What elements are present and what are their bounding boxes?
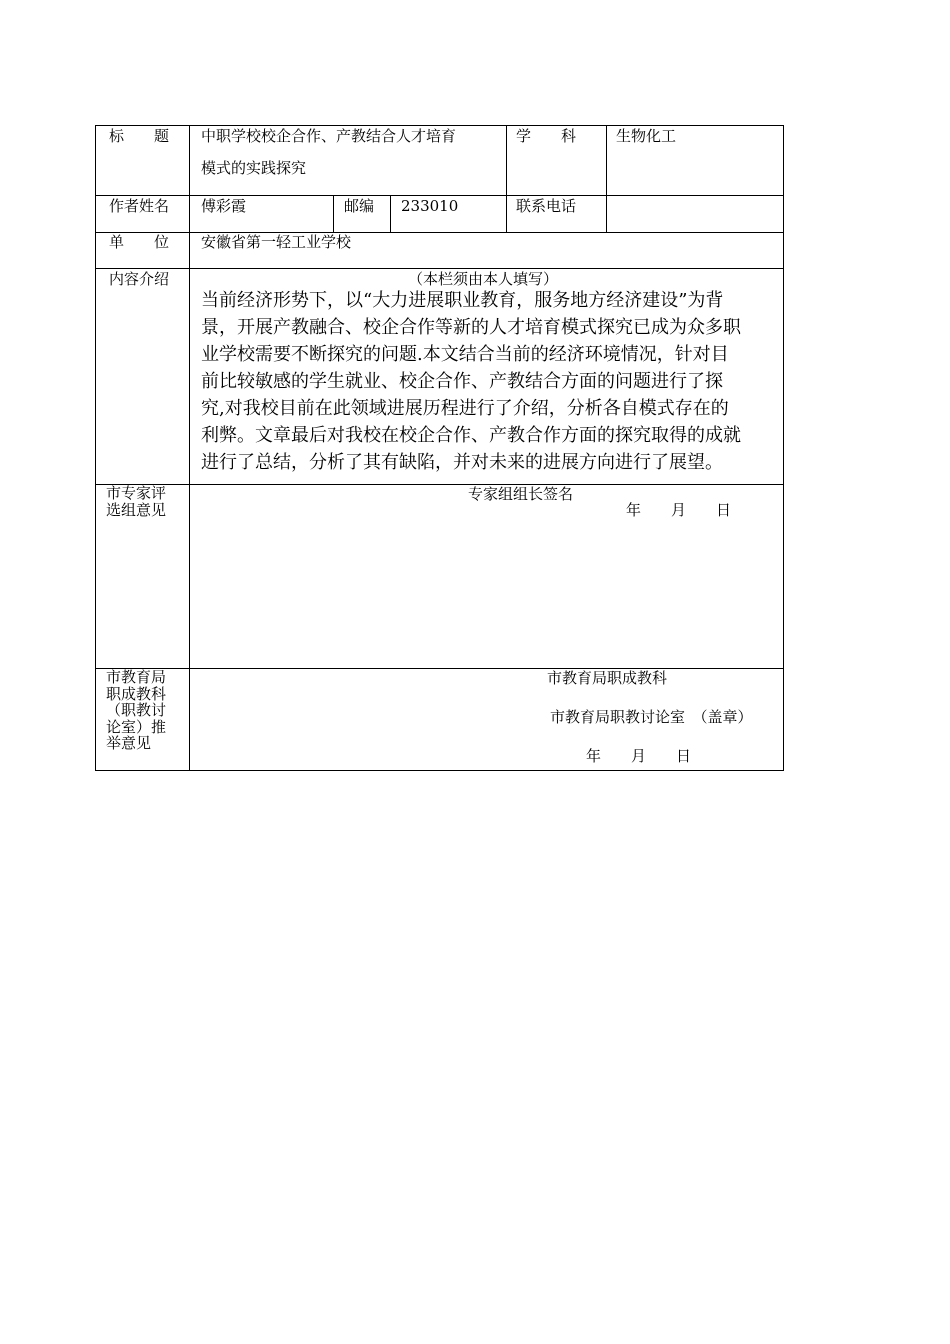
table-border-right [783,125,784,771]
abstract-line: 前比较敏感的学生就业、校企合作、产教结合方面的问题进行了探 [201,371,723,392]
bureau-opinion-label-line: 职成教科 [106,684,167,703]
expert-signature-label: 专家组组长签名 [468,485,574,503]
content-intro-label: 内容介绍 [109,270,170,288]
expert-date: 年 月 日 [626,501,732,519]
expert-opinion-label-line: 选组意见 [106,500,167,519]
bureau-opinion-label-line: 论室）推 [106,717,167,736]
bureau-seal-line: 市教育局职教讨论室 （盖章） [550,708,753,726]
bureau-opinion-label-line: （职教讨 [106,701,167,719]
author-name-value: 傅彩霞 [201,197,247,215]
column-divider [390,195,391,232]
title-value-line-2: 模式的实践探究 [201,159,307,177]
column-divider [506,125,507,232]
postcode-label: 邮编 [344,197,375,215]
row-divider [95,195,784,196]
row-divider [95,268,784,269]
abstract-line: 究,对我校目前在此领域进展历程进行了介绍，分析各自模式存在的 [201,398,729,419]
postcode-value: 233010 [401,197,459,215]
bureau-office-line: 市教育局职成教科 [547,669,668,687]
unit-value: 安徽省第一轻工业学校 [201,233,352,251]
abstract-line: 业学校需要不断探究的问题.本文结合当前的经济环境情况，针对目 [201,344,729,365]
abstract-line: 利弊。文章最后对我校在校企合作、产教合作方面的探究取得的成就 [201,425,741,446]
table-border-top [95,125,784,126]
column-divider [606,125,607,232]
bureau-opinion-label-line: 市教育局 [106,668,167,686]
subject-value: 生物化工 [616,127,677,145]
abstract-text [201,287,781,476]
abstract-line: 当前经济形势下，以“大力进展职业教育，服务地方经济建设”为背 [201,290,724,311]
title-value-line-1: 中职学校校企合作、产教结合人才培育 [201,127,457,145]
abstract-line: 进行了总结，分析了其有缺陷，并对未来的进展方向进行了展望。 [201,452,723,473]
row-divider [95,668,784,669]
label-column-divider [189,125,190,771]
column-divider [333,195,334,232]
bureau-date: 年 月 日 [586,747,692,765]
table-border-left [95,125,96,771]
abstract-line: 景，开展产教融合、校企合作等新的人才培育模式探究已成为众多职 [201,317,741,338]
recommendation-form [95,125,784,771]
subject-label: 学 科 [516,127,577,145]
table-border-bottom [95,770,784,771]
title-label: 标 题 [109,127,170,145]
row-divider [95,484,784,485]
bureau-opinion-label-line: 举意见 [106,734,152,752]
expert-opinion-label [106,485,166,518]
unit-label: 单 位 [109,233,170,251]
expert-opinion-label-line: 市专家评 [106,484,167,502]
phone-label: 联系电话 [516,197,577,215]
author-name-label: 作者姓名 [109,197,170,215]
bureau-opinion-label [106,669,166,752]
fill-in-note: （本栏须由本人填写） [408,270,559,288]
row-divider [95,232,784,233]
